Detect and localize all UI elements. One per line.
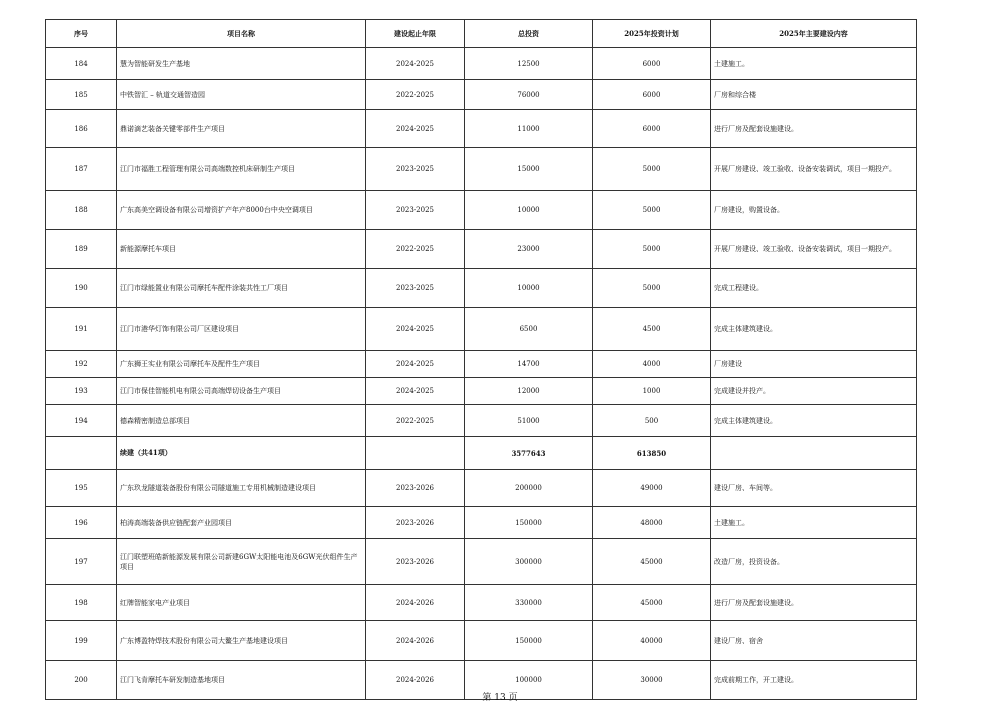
content-2025: 厂房建设 [711, 351, 917, 378]
project-name: 广东博盈特焊技术股份有限公司大鳌生产基地建设项目 [117, 621, 366, 661]
plan-2025: 5000 [593, 269, 711, 308]
total-investment: 150000 [465, 621, 593, 661]
row-number: 189 [46, 230, 117, 269]
subtotal-total: 3577643 [465, 437, 593, 470]
period: 2022-2025 [366, 80, 465, 110]
period: 2023-2026 [366, 470, 465, 507]
plan-2025: 6000 [593, 110, 711, 148]
header-plan: 2025年投资计划 [593, 20, 711, 48]
row-number: 196 [46, 507, 117, 539]
period: 2023-2025 [366, 269, 465, 308]
subtotal-empty [711, 437, 917, 470]
subtotal-plan: 613850 [593, 437, 711, 470]
period: 2022-2025 [366, 405, 465, 437]
plan-2025: 1000 [593, 378, 711, 405]
total-investment: 51000 [465, 405, 593, 437]
project-name: 中铁智汇 – 轨道交通智造园 [117, 80, 366, 110]
total-investment: 10000 [465, 191, 593, 230]
row-number: 188 [46, 191, 117, 230]
table-row [46, 621, 917, 661]
total-investment: 76000 [465, 80, 593, 110]
row-number: 184 [46, 48, 117, 80]
total-investment: 14700 [465, 351, 593, 378]
plan-2025: 40000 [593, 621, 711, 661]
plan-2025: 5000 [593, 230, 711, 269]
total-investment: 330000 [465, 585, 593, 621]
project-name: 江门市保佳智能机电有限公司高端焊切设备生产项目 [117, 378, 366, 405]
table-row [46, 585, 917, 621]
plan-2025: 30000 [593, 661, 711, 700]
period: 2024-2026 [366, 585, 465, 621]
content-2025: 厂房和综合楼 [711, 80, 917, 110]
project-name: 德森精密制造总部项目 [117, 405, 366, 437]
row-number: 191 [46, 308, 117, 351]
total-investment: 12500 [465, 48, 593, 80]
content-2025: 完成工程建设。 [711, 269, 917, 308]
table-row [46, 191, 917, 230]
total-investment: 100000 [465, 661, 593, 700]
table-row [46, 378, 917, 405]
period: 2024-2025 [366, 378, 465, 405]
content-2025: 完成前期工作，开工建设。 [711, 661, 917, 700]
content-2025: 完成建设并投产。 [711, 378, 917, 405]
row-number: 200 [46, 661, 117, 700]
header-total: 总投资 [465, 20, 593, 48]
content-2025: 开展厂房建设、竣工验收、设备安装调试，项目一期投产。 [711, 148, 917, 191]
plan-2025: 49000 [593, 470, 711, 507]
project-name: 慧为智能研发生产基地 [117, 48, 366, 80]
content-2025: 完成主体建筑建设。 [711, 405, 917, 437]
table-row [46, 269, 917, 308]
plan-2025: 45000 [593, 539, 711, 585]
plan-2025: 4500 [593, 308, 711, 351]
total-investment: 11000 [465, 110, 593, 148]
total-investment: 15000 [465, 148, 593, 191]
plan-2025: 48000 [593, 507, 711, 539]
subtotal-label: 续建（共41项） [117, 437, 366, 470]
total-investment: 150000 [465, 507, 593, 539]
period: 2024-2025 [366, 351, 465, 378]
content-2025: 开展厂房建设、竣工验收、设备安装调试，项目一期投产。 [711, 230, 917, 269]
subtotal-empty [46, 437, 117, 470]
plan-2025: 5000 [593, 148, 711, 191]
row-number: 199 [46, 621, 117, 661]
row-number: 185 [46, 80, 117, 110]
subtotal-row [46, 437, 917, 470]
period: 2024-2025 [366, 308, 465, 351]
document-sheet [45, 19, 916, 700]
period: 2024-2025 [366, 48, 465, 80]
subtotal-empty [366, 437, 465, 470]
table-row [46, 48, 917, 80]
table-header-row [46, 20, 917, 48]
period: 2023-2025 [366, 148, 465, 191]
project-name: 江门市绿能置业有限公司摩托车配件涂装共性工厂项目 [117, 269, 366, 308]
table-row [46, 351, 917, 378]
table-row [46, 110, 917, 148]
project-name: 广东狮王实业有限公司摩托车及配件生产项目 [117, 351, 366, 378]
header-name: 项目名称 [117, 20, 366, 48]
period: 2022-2025 [366, 230, 465, 269]
total-investment: 10000 [465, 269, 593, 308]
project-name: 红牌智能家电产业项目 [117, 585, 366, 621]
row-number: 194 [46, 405, 117, 437]
plan-2025: 4000 [593, 351, 711, 378]
table-row [46, 80, 917, 110]
project-name: 江门飞肯摩托车研发制造基地项目 [117, 661, 366, 700]
project-name: 江门联塑班皓新能源发展有限公司新建6GW太阳能电池及6GW光伏组件生产项目 [117, 539, 366, 585]
total-investment: 200000 [465, 470, 593, 507]
project-table [45, 19, 917, 700]
page-number: 第 13 页 [482, 693, 518, 703]
content-2025: 建设厂房、车间等。 [711, 470, 917, 507]
row-number: 198 [46, 585, 117, 621]
project-name: 广东玖龙隧道装备股份有限公司隧道施工专用机械制造建设项目 [117, 470, 366, 507]
content-2025: 厂房建设，购置设备。 [711, 191, 917, 230]
table-row [46, 539, 917, 585]
header-period: 建设起止年限 [366, 20, 465, 48]
header-content: 2025年主要建设内容 [711, 20, 917, 48]
period: 2023-2026 [366, 507, 465, 539]
table-row [46, 230, 917, 269]
table-row [46, 148, 917, 191]
content-2025: 改造厂房，投资设备。 [711, 539, 917, 585]
content-2025: 建设厂房、宿舍 [711, 621, 917, 661]
period: 2024-2026 [366, 661, 465, 700]
project-name: 广东高美空调设备有限公司增资扩产年产8000台中央空调项目 [117, 191, 366, 230]
row-number: 197 [46, 539, 117, 585]
project-name: 新能源摩托车项目 [117, 230, 366, 269]
plan-2025: 5000 [593, 191, 711, 230]
period: 2023-2025 [366, 191, 465, 230]
row-number: 187 [46, 148, 117, 191]
plan-2025: 45000 [593, 585, 711, 621]
plan-2025: 6000 [593, 80, 711, 110]
row-number: 195 [46, 470, 117, 507]
content-2025: 进行厂房及配套设施建设。 [711, 110, 917, 148]
content-2025: 进行厂房及配套设施建设。 [711, 585, 917, 621]
row-number: 190 [46, 269, 117, 308]
table-row [46, 405, 917, 437]
total-investment: 6500 [465, 308, 593, 351]
total-investment: 300000 [465, 539, 593, 585]
table-row [46, 470, 917, 507]
plan-2025: 6000 [593, 48, 711, 80]
total-investment: 23000 [465, 230, 593, 269]
row-number: 193 [46, 378, 117, 405]
content-2025: 土建施工。 [711, 507, 917, 539]
period: 2024-2026 [366, 621, 465, 661]
total-investment: 12000 [465, 378, 593, 405]
project-name: 江门市福胜工程管理有限公司高端数控机床研制生产项目 [117, 148, 366, 191]
header-no: 序号 [46, 20, 117, 48]
row-number: 186 [46, 110, 117, 148]
row-number: 192 [46, 351, 117, 378]
project-name: 江门市港华灯饰有限公司厂区建设项目 [117, 308, 366, 351]
project-name: 鼎诺滴艺装备关键零部件生产项目 [117, 110, 366, 148]
table-row [46, 507, 917, 539]
content-2025: 完成主体建筑建设。 [711, 308, 917, 351]
project-name: 柏涛高端装备供应链配套产业园项目 [117, 507, 366, 539]
content-2025: 土建施工。 [711, 48, 917, 80]
period: 2023-2026 [366, 539, 465, 585]
plan-2025: 500 [593, 405, 711, 437]
table-row [46, 308, 917, 351]
period: 2024-2025 [366, 110, 465, 148]
